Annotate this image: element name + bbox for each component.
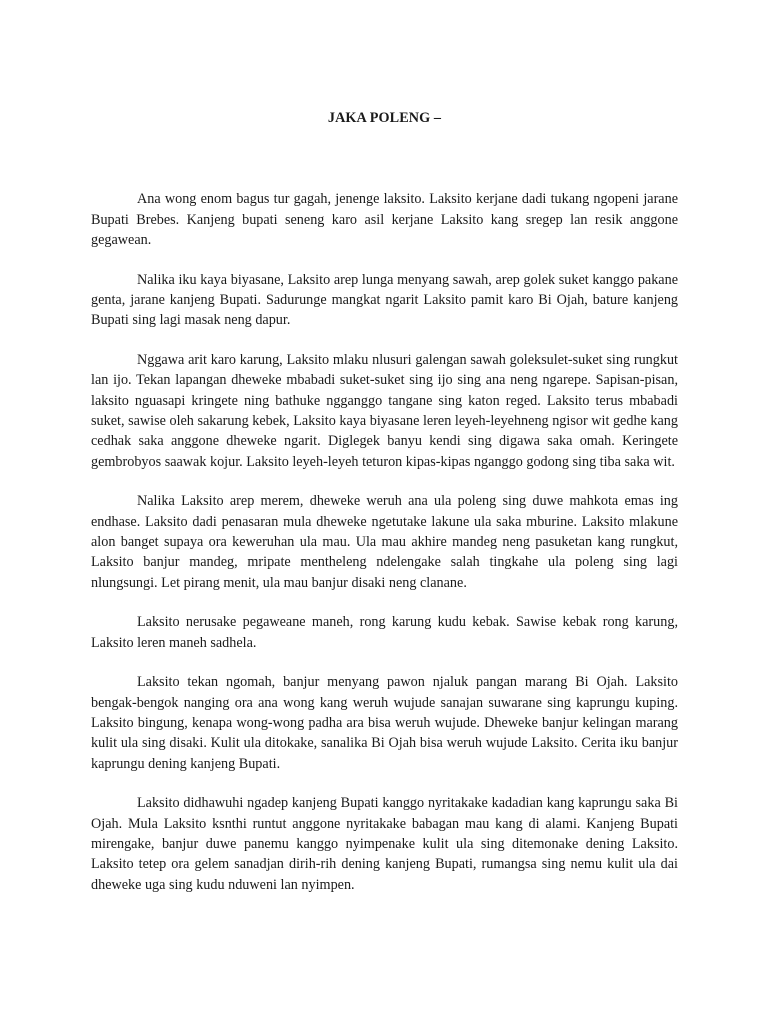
paragraph: Laksito didhawuhi ngadep kanjeng Bupati kanggo nyritakake kadadian kang kaprungu saka Bi Ojah. Mula Laksito ksnthi runtut anggone nyritakake babagan mau kang di alami. Kanjeng Bupati mirengake, banjur duwe panemu kanggo nyimpenake kulit ula sing ditemonake dening Laksito. Laksito tetep ora gelem sanadjan dirih-rih dening kanjeng Bupati, rumangsa sing nemu kulit ula dai dheweke uga sing kudu nduweni lan nyimpen.	[91, 795, 678, 893]
paragraph: Nggawa arit karo karung, Laksito mlaku nlusuri galengan sawah goleksulet-suket sing rungkut lan ijo. Tekan lapangan dheweke mbabadi suket-suket sing ijo sing ana neng ngarepe. Sapisan-pisan, laksito nguasapi kringete ning bathuke ngganggo tangane sing katon reged. Laksito terus mbabadi suket, sawise oleh sakarung kebek, Laksito kaya biyasane leren leyeh-leyehneng ngisor wit gedhe kang cedhak saka anggone dheweke ngarit. Diglegek banyu kendi sing digawa saka omah. Keringete gembrobyos saawak kojur. Laksito leyeh-leyeh teturon kipas-kipas nganggo godong sing tiba saka wit.	[91, 352, 678, 470]
paragraph: Laksito tekan ngomah, banjur menyang pawon njaluk pangan marang Bi Ojah. Laksito bengak-bengok nanging ora ana wong kang weruh wujude sanajan suwarane sing kaprungu kuping. Laksito bingung, kenapa wong-wong padha ara bisa weruh wujude. Dheweke banjur kelingan marang kulit ula sing disaki. Kulit ula ditokake, sanalika Bi Ojah bisa weruh wujude Laksito. Cerita iku banjur kaprungu dening kanjeng Bupati.	[91, 674, 678, 772]
document-title: JAKA POLENG –	[327, 110, 442, 126]
paragraph: Laksito nerusake pegaweane maneh, rong karung kudu kebak. Sawise kebak rong karung, Laksito leren maneh sadhela.	[91, 614, 678, 651]
paragraph: Nalika iku kaya biyasane, Laksito arep lunga menyang sawah, arep golek suket kanggo pakane genta, jarane kanjeng Bupati. Sadurunge mangkat ngarit Laksito pamit karo Bi Ojah, bature kanjeng Bupati sing lagi masak neng dapur.	[91, 271, 678, 329]
paragraph: Nalika Laksito arep merem, dheweke weruh ana ula poleng sing duwe mahkota emas ing endhase. Laksito dadi penasaran mula dheweke ngetutake lakune ula saka mburine. Laksito mlakune alon banget supaya ora keweruhan ula mau. Ula mau akhire mandeg neng pasuketan kang rungkut, Laksito banjur mandeg, mripate mentheleng ndelengake salah tingkahe ula poleng sing lagi nlungsungi. Let pirang menit, ula mau banjur disaki neng clanane.	[91, 493, 678, 591]
paragraph: Ana wong enom bagus tur gagah, jenenge laksito. Laksito kerjane dadi tukang ngopeni jarane Bupati Brebes. Kanjeng bupati seneng karo asil kerjane Laksito kang sregep lan resik anggone gegawean.	[91, 191, 678, 248]
document-body	[91, 108, 678, 895]
